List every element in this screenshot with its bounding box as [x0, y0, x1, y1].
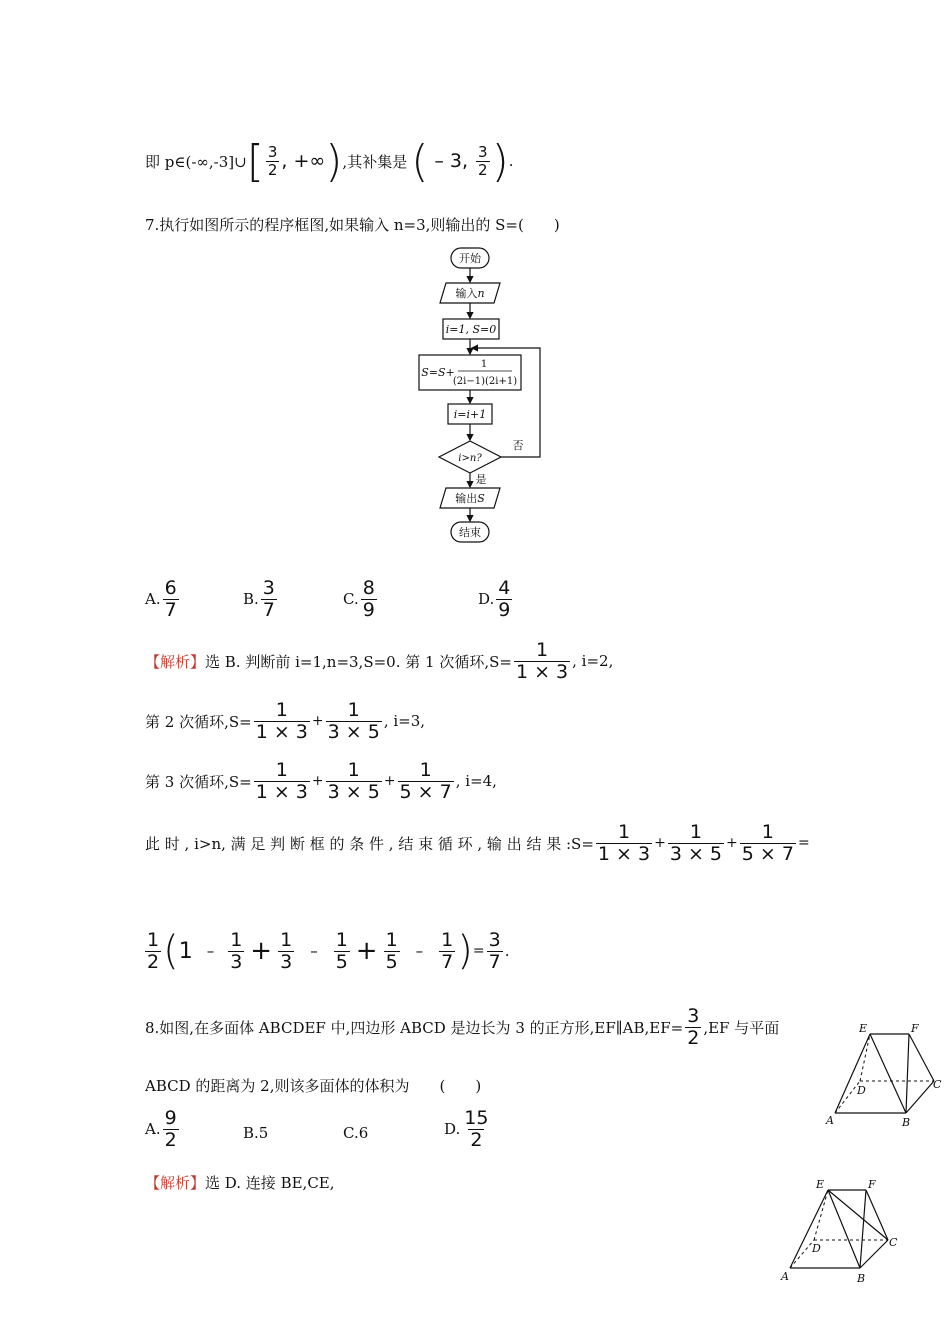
flow-no-label: 否 [512, 439, 524, 452]
left-paren-2: ( [411, 135, 429, 187]
flowchart [380, 242, 600, 552]
q7-solution-tag: 【解析】 [145, 652, 206, 671]
fig2-label-d: D [812, 1242, 821, 1255]
interval2-frac: $\frac{3}{2}$ [478, 143, 488, 179]
fig1-label-d: D [857, 1084, 866, 1097]
flow-incr-label: i=i+1 [453, 408, 487, 421]
fig2-label-c: C [889, 1236, 898, 1249]
interval1-tail: , +∞ [281, 150, 326, 172]
flow-start-label: 开始 [459, 252, 481, 265]
flow-cond-label: i>n? [458, 453, 482, 464]
q7-solution-line4: 此 时 , i>n, 满 足 判 断 框 的 条 件 , 结 束 循 环 , 输 出 结 果 :S= $\frac{1}{1 \times 3}$ + $\frac{1}{3 \times 5}$ + $\frac{1}{5 \times 7}$ = [145, 821, 810, 865]
fig2-label-e: E [816, 1178, 825, 1191]
q7-option-c[interactable]: C. $\frac{8}{9}$ [343, 577, 375, 621]
q7-stem: 7.执行如图所示的程序框图,如果输入 n=3,则输出的 S=( ) [145, 216, 560, 234]
q7-option-b[interactable]: B. $\frac{3}{7}$ [243, 577, 275, 621]
complement-line [145, 136, 514, 186]
q8-option-d[interactable]: D. $\frac{15}{2}$ [444, 1107, 489, 1151]
q8-stem-line1: 8.如图,在多面体 ABCDEF 中,四边形 ABCD 是边长为 3 的正方形,EF∥AB,EF= $\frac{3}{2}$ ,EF 与平面 [145, 1005, 780, 1049]
interval2-head: – 3, [434, 150, 469, 172]
q8-solution: 【解析】选 D. 连接 BE,CE, [145, 1174, 335, 1192]
q7-option-d[interactable]: D. $\frac{4}{9}$ [478, 577, 511, 621]
fig1-label-b: B [902, 1116, 911, 1129]
q8-option-c[interactable]: C.6 [343, 1124, 369, 1142]
line1-end: . [508, 152, 514, 170]
q7-final-expression: $\frac{1}{2}$ ( 1 – $\frac{1}{3}$ + $\frac{1}{3}$ – $\frac{1}{5}$ + $\frac{1}{5}$ – $\frac{1}{7}$ ) = $\frac{3}{7}$ . [147, 928, 510, 974]
fig2-label-a: A [781, 1270, 789, 1283]
q7-solution-line3: 第 3 次循环,S= $\frac{1}{1 \times 3}$ + $\frac{1}{3 \times 5}$ + $\frac{1}{5 \times 7}$ , i=4, [145, 759, 497, 803]
flow-output-label: 输出S [455, 492, 485, 505]
left-bracket: [ [246, 135, 264, 187]
flow-input-label: 输入n [455, 287, 485, 300]
fig2-label-f: F [868, 1178, 876, 1191]
q7-solution-line1: 【解析】 选 B. 判断前 i=1,n=3,S=0. 第 1 次循环,S= $\frac{1}{1 \times 3}$ , i=2, [145, 639, 614, 683]
right-paren: ) [325, 135, 343, 187]
fig1-label-f: F [911, 1022, 919, 1035]
flow-yes-label: 是 [475, 473, 487, 486]
q8-solution-tag: 【解析】 [145, 1174, 206, 1192]
q8-option-a[interactable]: A. $\frac{9}{2}$ [145, 1107, 177, 1151]
q7-option-a[interactable]: A. $\frac{6}{7}$ [145, 577, 177, 621]
flow-init-label: i=1, S=0 [445, 323, 497, 336]
line1-mid: ,其补集是 [342, 152, 408, 171]
polyhedron-figure [822, 1022, 947, 1132]
q8-stem-line2: ABCD 的距离为 2,则该多面体的体积为 ( ) [145, 1077, 482, 1095]
polyhedron-figure-with-diagonals [778, 1176, 903, 1291]
flow-assign-den: (2i−1)(2i+1) [452, 376, 518, 387]
interval1-frac: $\frac{3}{2}$ [267, 143, 278, 179]
flow-end-label: 结束 [459, 526, 481, 539]
fig1-label-c: C [933, 1078, 942, 1091]
flow-assign-num: 1 [480, 359, 488, 370]
fig1-label-e: E [859, 1022, 868, 1035]
fig2-label-b: B [857, 1272, 866, 1285]
q7-solution-line2: 第 2 次循环,S= $\frac{1}{1 \times 3}$ + $\frac{1}{3 \times 5}$ , i=3, [145, 699, 426, 743]
fig1-label-a: A [826, 1114, 834, 1127]
line1-prefix: 即 p∈(-∞,-3]∪ [145, 152, 247, 171]
flow-assign-left: S=S+ [421, 366, 455, 379]
right-paren-2: ) [491, 135, 509, 187]
q8-option-b[interactable]: B.5 [243, 1124, 269, 1142]
